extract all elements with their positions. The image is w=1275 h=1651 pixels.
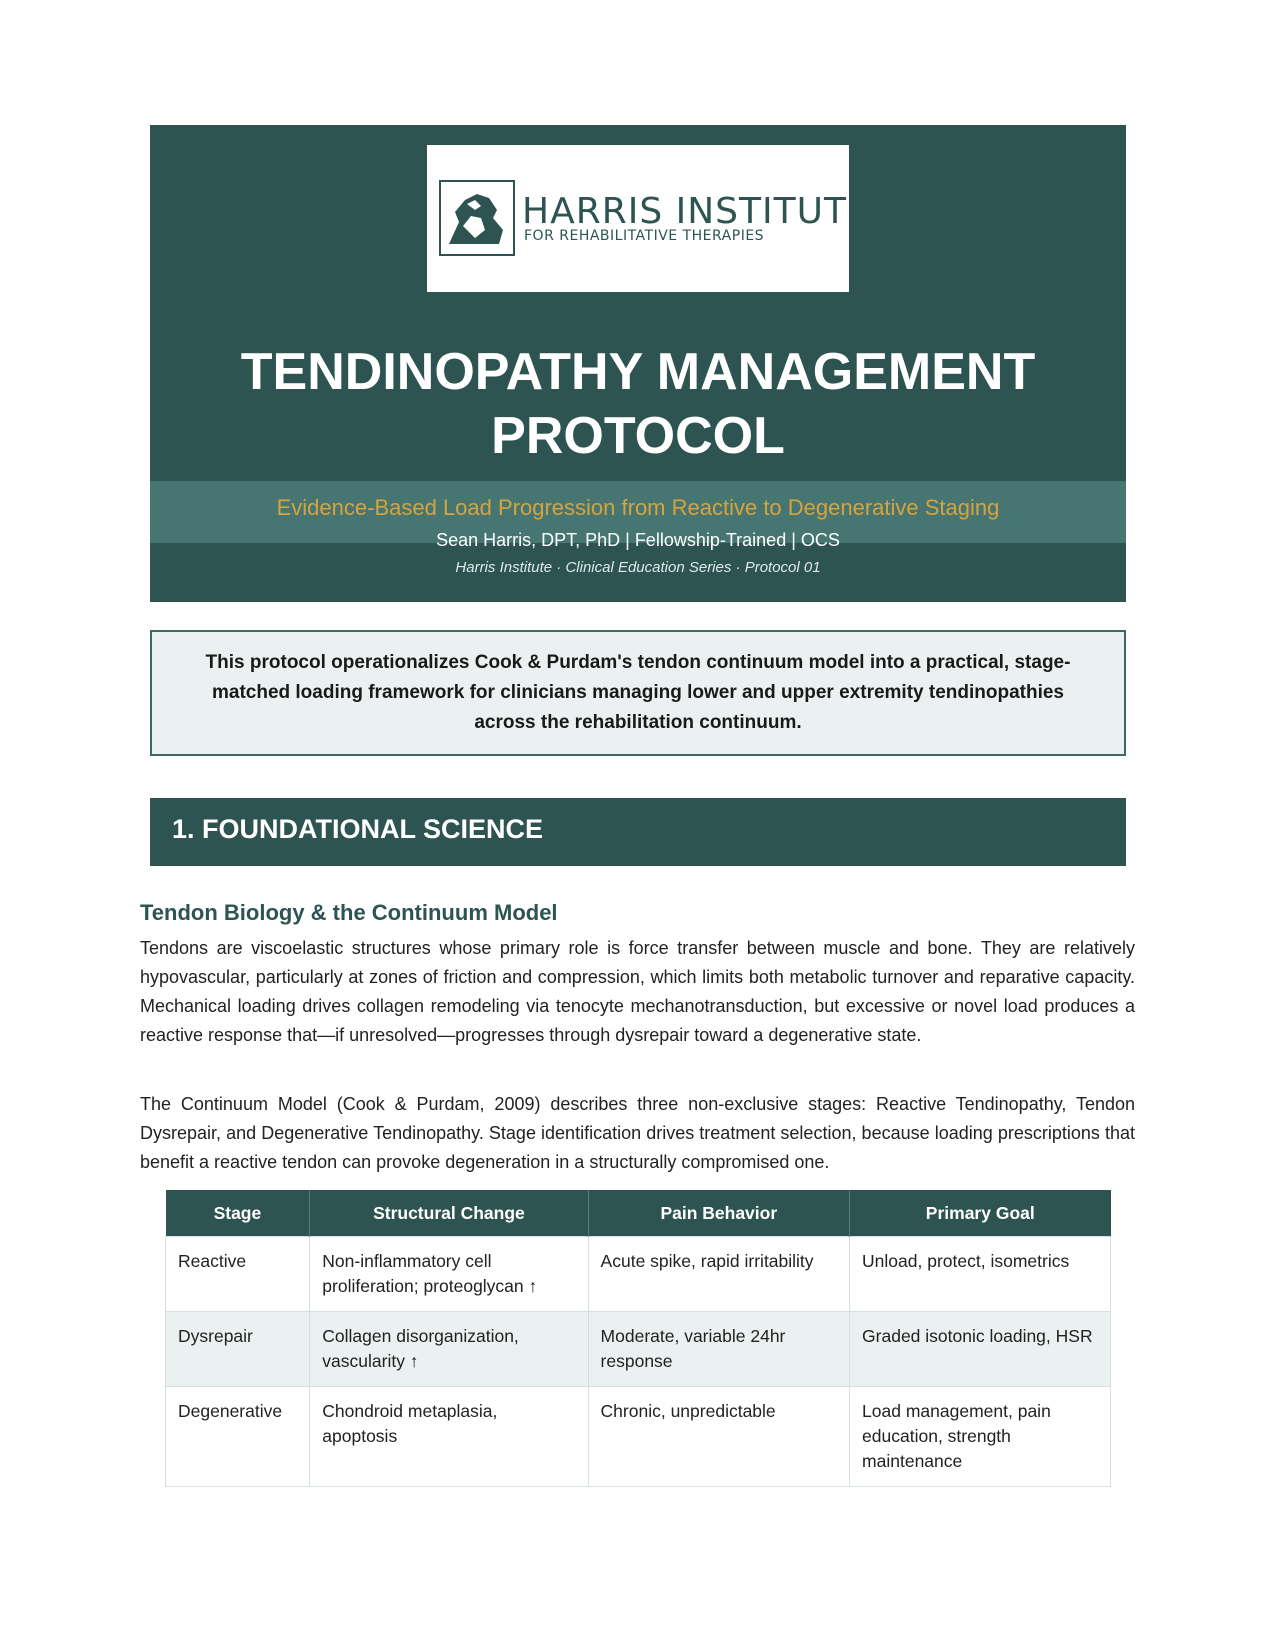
table-cell: Dysrepair	[166, 1312, 310, 1387]
section-header	[150, 798, 1126, 866]
table-row	[166, 1237, 1111, 1312]
title-line-2: PROTOCOL	[491, 407, 785, 465]
table-cell: Load management, pain education, strength maintenance	[850, 1387, 1111, 1487]
table-cell: Moderate, variable 24hr response	[588, 1312, 850, 1387]
table-cell: Reactive	[166, 1237, 310, 1312]
table-cell: Degenerative	[166, 1387, 310, 1487]
logo-tagline: FOR REHABILITATIVE THERAPIES	[524, 228, 765, 244]
table-cell: Acute spike, rapid irritability	[588, 1237, 850, 1312]
column-header: Structural Change	[310, 1190, 588, 1237]
table-cell: Non-inflammatory cell proliferation; proteoglycan ↑	[310, 1237, 588, 1312]
sculpture-emblem-icon	[439, 180, 515, 256]
title-line-1: TENDINOPATHY MANAGEMENT	[240, 343, 1036, 401]
section-heading: 1. FOUNDATIONAL SCIENCE	[172, 814, 544, 844]
body-paragraph-2: The Continuum Model (Cook & Purdam, 2009) describes three non-exclusive stages: Reactive Tendinopathy, Tendon Dysrepair, and Degenerative Tendinopathy. Stage identification drives treatment selection, because loading prescriptions that benefit a reactive tendon can provoke degeneration in a structurally compromised one.	[140, 1094, 1135, 1172]
document-title	[150, 340, 1126, 468]
table-row	[166, 1312, 1111, 1387]
column-header: Primary Goal	[850, 1190, 1111, 1237]
table-cell: Graded isotonic loading, HSR	[850, 1312, 1111, 1387]
logo-name: HARRIS INSTITUTE	[522, 191, 871, 232]
table-header-row	[166, 1190, 1111, 1237]
table-row	[166, 1387, 1111, 1487]
stage-table	[165, 1190, 1111, 1487]
subsection-heading: Tendon Biology & the Continuum Model	[140, 900, 558, 925]
abstract-box	[150, 630, 1126, 756]
series-line: Harris Institute · Clinical Education Series · Protocol 01	[455, 559, 821, 576]
body-paragraph-1: Tendons are viscoelastic structures whose primary role is force transfer between muscle and bone. They are relatively hypovascular, particularly at zones of friction and compression, which limits both metabolic turnover and reparative capacity. Mechanical loading drives collagen remodeling via tenocyte mechanotransduction, but excessive or novel load produces a reactive response that—if unresolved—progresses through dysrepair toward a degenerative state.	[140, 938, 1135, 1045]
logo	[427, 145, 871, 292]
table-cell: Chronic, unpredictable	[588, 1387, 850, 1487]
column-header: Pain Behavior	[588, 1190, 850, 1237]
table-cell: Collagen disorganization, vascularity ↑	[310, 1312, 588, 1387]
table-cell: Unload, protect, isometrics	[850, 1237, 1111, 1312]
document-subtitle: Evidence-Based Load Progression from Reactive to Degenerative Staging	[276, 495, 1000, 520]
cover-banner	[150, 125, 1126, 602]
author-line: Sean Harris, DPT, PhD | Fellowship-Trained | OCS	[436, 530, 840, 550]
table-cell: Chondroid metaplasia, apoptosis	[310, 1387, 588, 1487]
abstract-text: This protocol operationalizes Cook & Purdam's tendon continuum model into a practical, stage-matched loading framework for clinicians managing lower and upper extremity tendinopathies across the rehabilitation continuum.	[205, 652, 1071, 733]
column-header: Stage	[166, 1190, 310, 1237]
